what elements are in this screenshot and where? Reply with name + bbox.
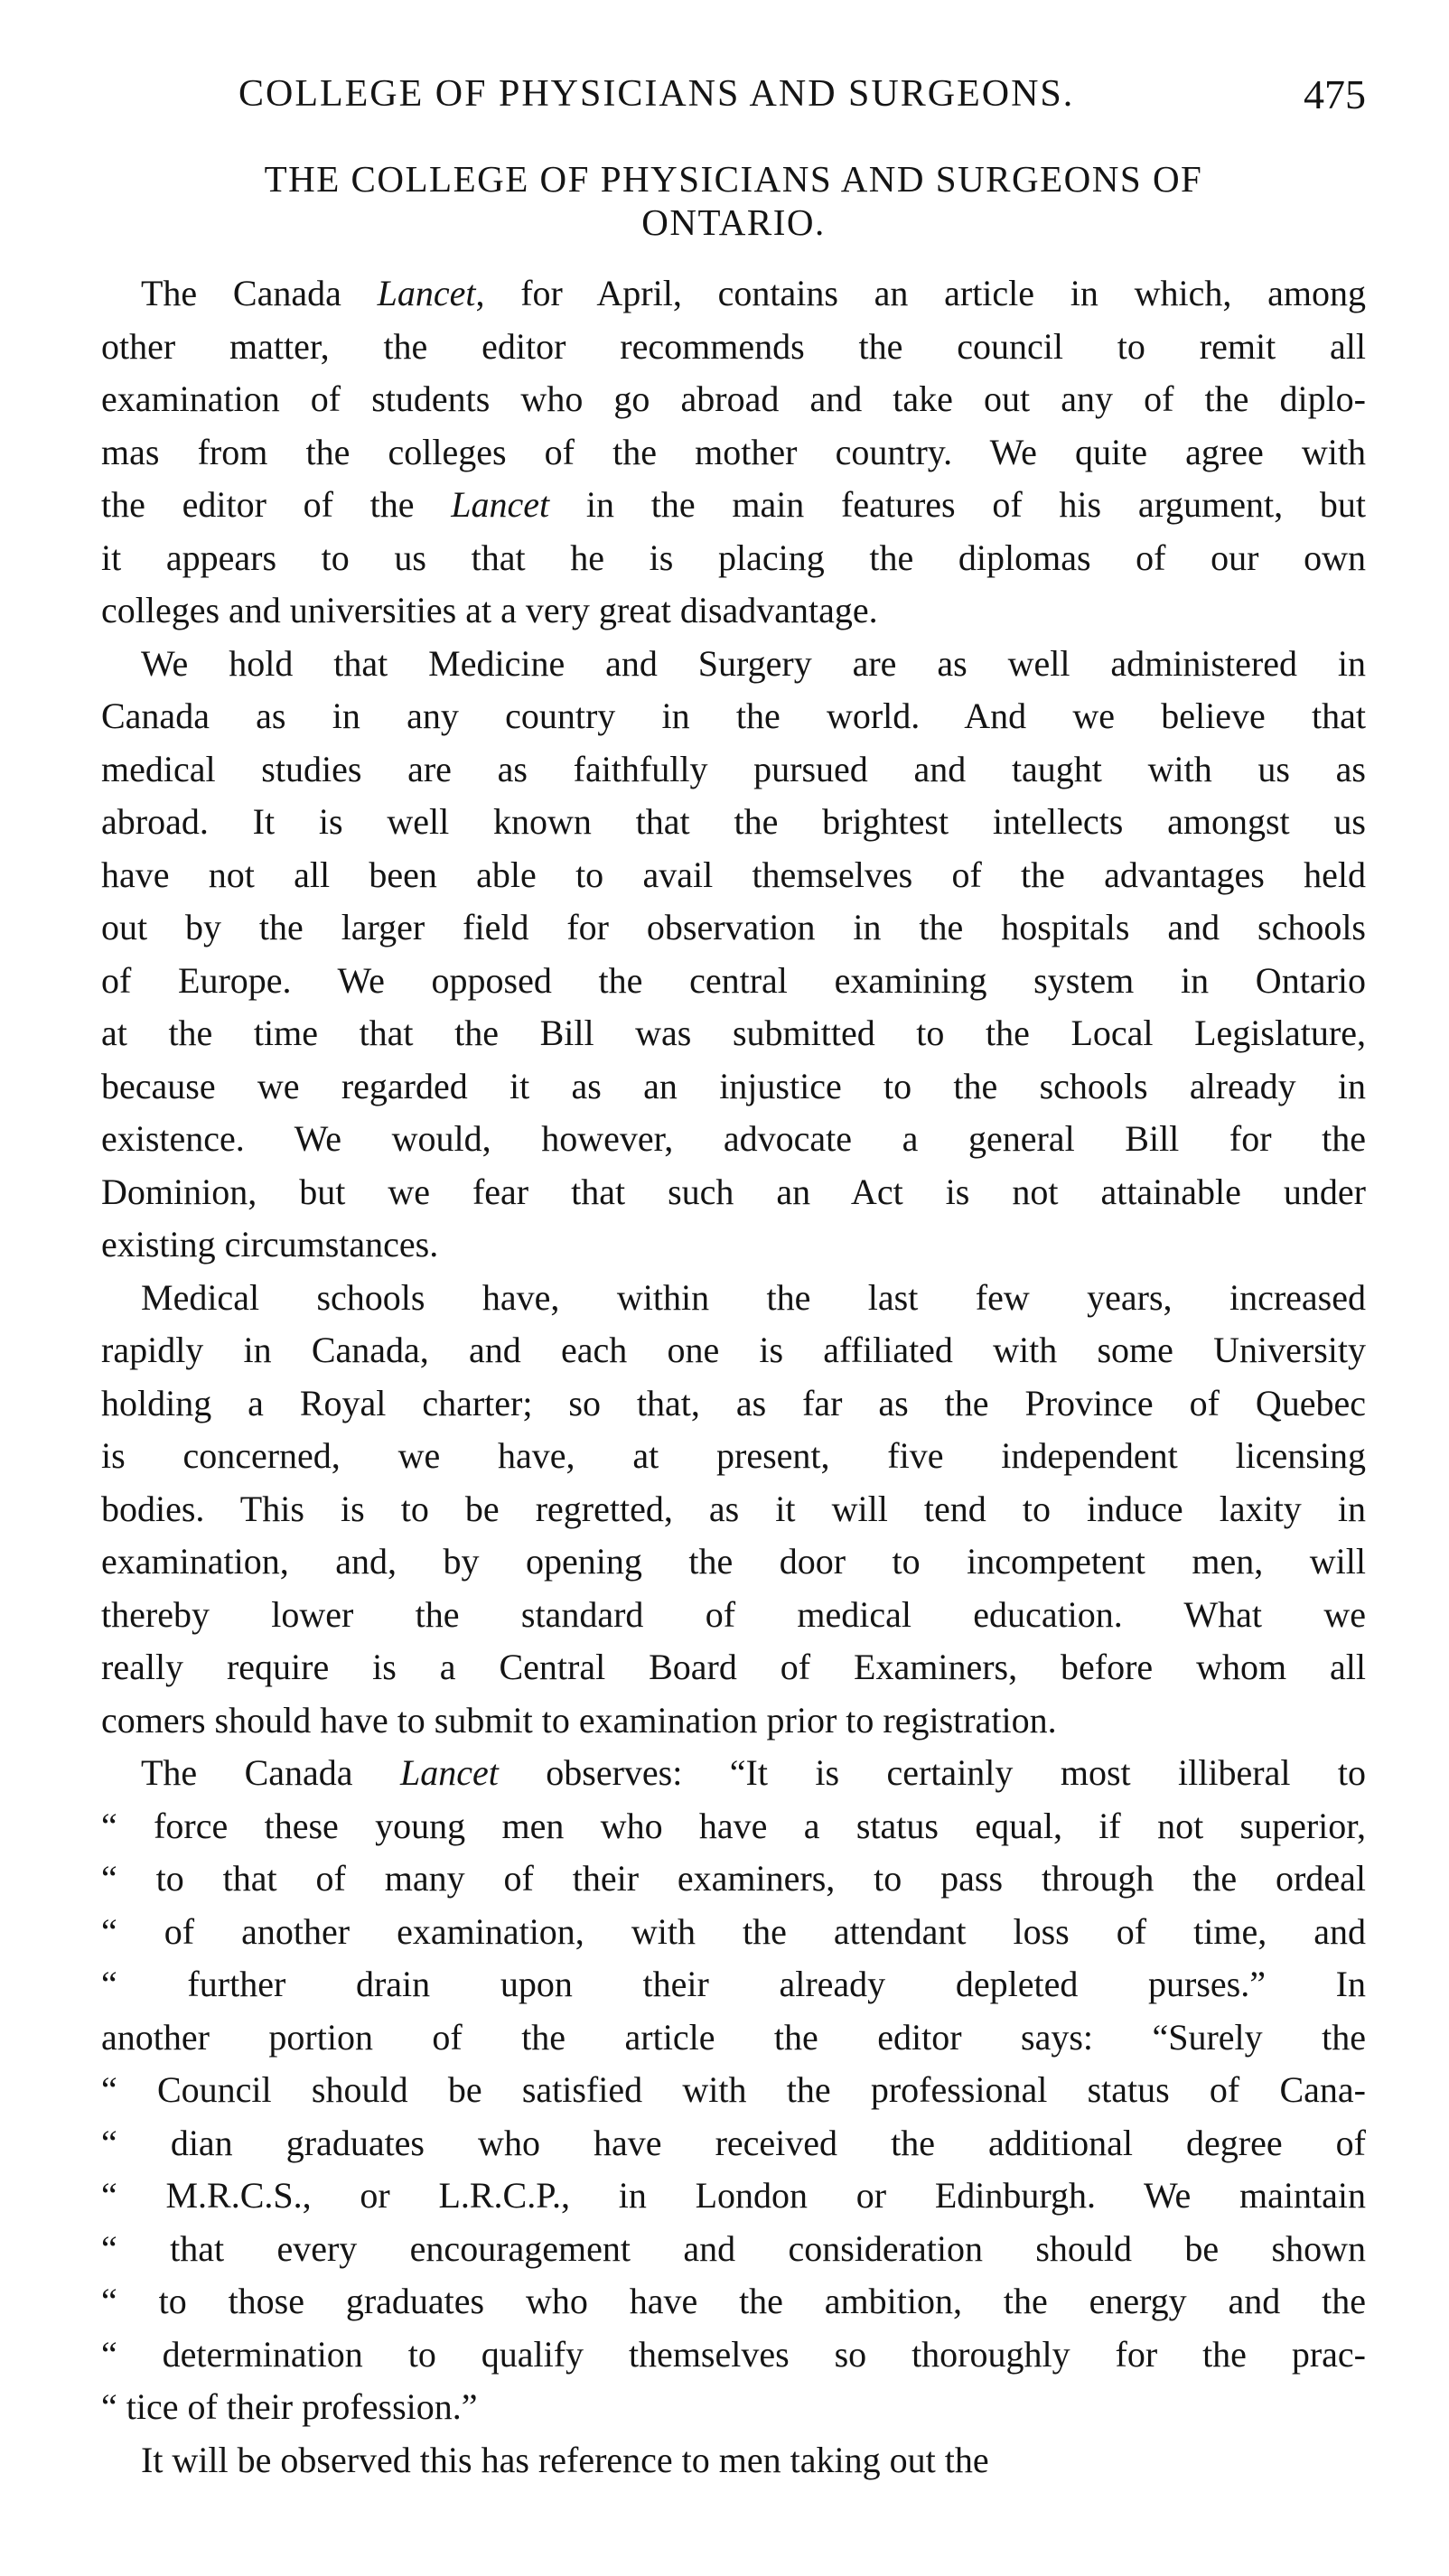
paragraph bbox=[101, 1747, 1366, 2434]
text-line: mas from the colleges of the mother country. We quite agree with bbox=[101, 431, 1366, 472]
text-line: holding a Royal charter; so that, as far as the Province of Quebec bbox=[101, 1382, 1366, 1423]
text-line: examination, and, by opening the door to incompetent men, will bbox=[101, 1541, 1366, 1582]
text-line: The Canada Lancet, for April, contains an article in which, among bbox=[141, 273, 1367, 313]
text-line: “ that every encouragement and consideration should be shown bbox=[101, 2227, 1366, 2269]
text-line: “ further drain upon their already depleted purses.” In bbox=[101, 1964, 1366, 2004]
text-line: colleges and universities at a very great disadvantage. bbox=[101, 590, 878, 630]
text-line: the editor of the Lancet in the main features of his argument, but bbox=[101, 484, 1366, 525]
text-line: “ to that of many of their examiners, to pass through the ordeal bbox=[101, 1858, 1366, 1899]
text-line: “ M.R.C.S., or L.R.C.P., in London or Edinburgh. We maintain bbox=[101, 2175, 1366, 2216]
periodical-name: Lancet bbox=[377, 273, 476, 313]
text-line: existing circumstances. bbox=[101, 1224, 439, 1265]
text-line: “ determination to qualify themselves so thoroughly for the prac- bbox=[101, 2333, 1366, 2375]
text-line: another portion of the article the editor says: “Surely the bbox=[101, 2016, 1366, 2058]
periodical-name: Lancet bbox=[451, 484, 550, 525]
article-body bbox=[101, 267, 1366, 2487]
article-title bbox=[101, 157, 1366, 244]
text-line: “ Council should be satisfied with the professional status of Cana- bbox=[101, 2069, 1366, 2110]
text-line: existence. We would, however, advocate a general Bill for the bbox=[101, 1118, 1366, 1159]
text-line: other matter, the editor recommends the council to remit all bbox=[101, 325, 1366, 367]
running-head bbox=[101, 63, 1366, 126]
text-line: because we regarded it as an injustice to the schools already in bbox=[101, 1065, 1366, 1106]
text-line: at the time that the Bill was submitted to the Local Legislature, bbox=[101, 1013, 1366, 1053]
text-line: “ force these young men who have a status equal, if not superior, bbox=[101, 1805, 1366, 1846]
article-title-line: ONTARIO. bbox=[641, 201, 826, 243]
paragraph bbox=[101, 267, 1366, 638]
text-line: “ to those graduates who have the ambition, the energy and the bbox=[101, 2281, 1366, 2321]
text-line: We hold that Medicine and Surgery are as well administered in bbox=[141, 642, 1366, 684]
text-line: out by the larger field for observation in the hospitals and schools bbox=[101, 907, 1366, 947]
paragraph bbox=[101, 1272, 1366, 1748]
text-line: Dominion, but we fear that such an Act is not attainable under bbox=[101, 1171, 1366, 1212]
article-title-line: THE COLLEGE OF PHYSICIANS AND SURGEONS OF bbox=[264, 158, 1203, 200]
text-line: “ of another examination, with the attendant loss of time, and bbox=[101, 1910, 1366, 1952]
text-line: have not all been able to avail themselves of the advantages held bbox=[101, 854, 1366, 895]
text-line: It will be observed this has reference to men taking out the bbox=[141, 2439, 989, 2480]
text-line: medical studies are as faithfully pursued and taught with us as bbox=[101, 748, 1366, 789]
page-number: 475 bbox=[1304, 71, 1366, 117]
text-line: thereby lower the standard of medical education. What we bbox=[101, 1593, 1366, 1635]
text-line: Medical schools have, within the last few years, increased bbox=[141, 1276, 1366, 1318]
text-line: bodies. This is to be regretted, as it will tend to induce laxity in bbox=[101, 1488, 1366, 1529]
text-line: Canada as in any country in the world. And we believe that bbox=[101, 695, 1366, 736]
periodical-name: Lancet bbox=[399, 1752, 499, 1793]
text-line: The Canada Lancet observes: “It is certainly most illiberal to bbox=[141, 1752, 1366, 1793]
text-line: rapidly in Canada, and each one is affiliated with some University bbox=[101, 1330, 1366, 1370]
text-line: it appears to us that he is placing the diplomas of our own bbox=[101, 537, 1366, 578]
text-line: “ dian graduates who have received the additional degree of bbox=[101, 2122, 1366, 2163]
text-line: abroad. It is well known that the brightest intellects amongst us bbox=[101, 801, 1366, 842]
paragraph bbox=[101, 638, 1366, 1272]
page bbox=[101, 63, 1366, 2487]
text-line: comers should have to submit to examination prior to registration. bbox=[101, 1699, 1057, 1741]
text-line: is concerned, we have, at present, five independent licensing bbox=[101, 1435, 1366, 1476]
text-line: “ tice of their profession.” bbox=[101, 2386, 478, 2427]
text-line: of Europe. We opposed the central examining system in Ontario bbox=[101, 959, 1366, 1001]
text-line: really require is a Central Board of Examiners, before whom all bbox=[101, 1647, 1366, 1687]
text-line: examination of students who go abroad and take out any of the diplo- bbox=[101, 378, 1366, 419]
paragraph bbox=[101, 2434, 1366, 2487]
running-title: COLLEGE OF PHYSICIANS AND SURGEONS. bbox=[238, 73, 1075, 115]
